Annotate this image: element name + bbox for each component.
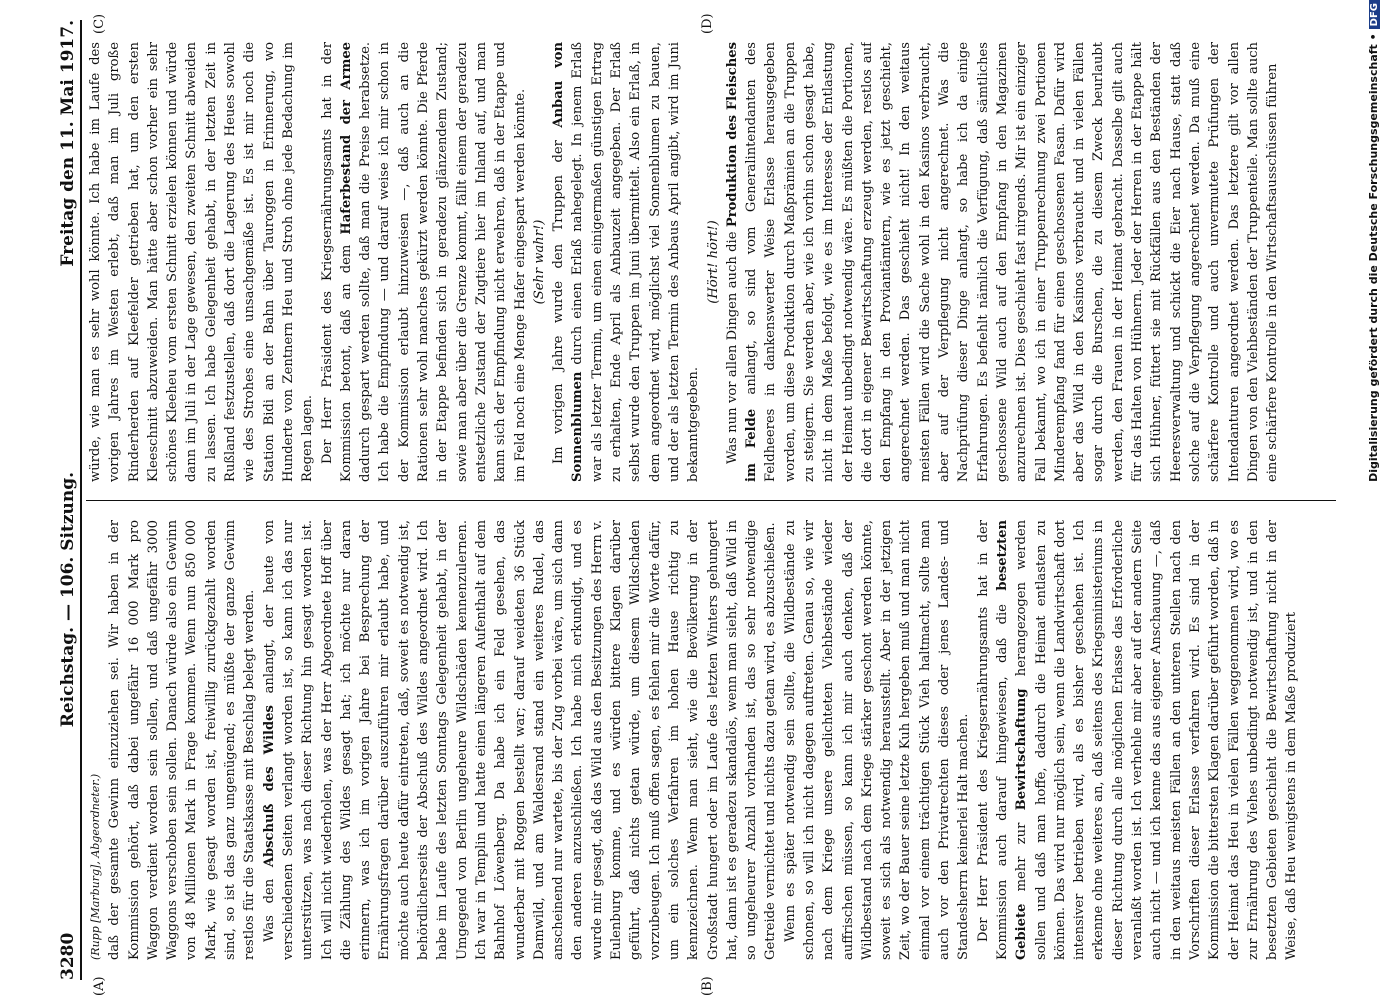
margin-letter-d: (D) (700, 13, 715, 34)
session-date: Freitag den 11. Mai 1917. (58, 20, 78, 267)
paragraph: daß der gesamte Gewinn einzuziehen sei. Wir haben in der Kommission gehört, daß dabei ungefähr 16 000 Mark pro Waggon verdient worden sein sollen, und daß ungefähr 3000 Waggons verschoben sein sollen. Danach würde also ein Gewinn von 48 Millionen Mark in Frage kommen. Wenn nun 850 000 Mark, wie gesagt worden ist, freiwillig zurückgezahlt worden sind, so ist das ganz ungenügend; es müßte der ganze Gewinn restlos für die Staatskasse mit Beschlag belegt werden. (107, 520, 258, 960)
paragraph: Wenn es später notwendig sein sollte, die Wildbestände zu schonen, so will ich nicht dagegen auftreten. Genau so, wie wir nach dem Kriege unsere gelichteten Viehbestände wieder auffrischen müssen, so kann ich mir auch denken, daß der Wildbestand nach dem Kriege stärker geschont werden könnte, soweit es sich als notwendig herausstellt. Aber in der jetzigen Zeit, wo der Bauer seine letzte Kuh hergeben muß und man nicht einmal vor einem trächtigen Stück Vieh haltmacht, sollte man auch vor den Privatrechten dieses oder jenes Landes- und Standesherrn keinerlei Halt machen. (782, 520, 972, 960)
dfg-logo: DFG (1369, 0, 1380, 29)
paragraph: Was den Abschuß des Wildes anlangt, der heute von verschiedenen Seiten verlangt worden ist, so kann ich das nur unterstützen, was nach dieser Richtung hin gesagt worden ist. Ich will nicht wiederholen, was der Herr Abgeordnete Hoff über die Zählung des Wildes gesagt hat; ich möchte nur daran erinnern, was ich im vorigen Jahre bei Besprechung der Ernährungsfragen darüber auszuführen mir erlaubt habe, und möchte auch heute dafür eintreten, daß, soweit es notwendig ist, behördlicherseits der Abschuß des Wildes angeordnet wird. Ich habe im Laufe des letzten Sonntags Gelegenheit gehabt, in der Umgegend von Berlin ungeheure Wildschäden kennenzulernen. Ich war in Templin und hatte einen längeren Aufenthalt auf dem Bahnhof Löwenberg. Da habe ich ein Feld gesehen, das wunderbar mit Roggen bestellt war; darauf weideten 36 Stück Damwild, und am Waldesrand stand ein weiteres Rudel, das anscheinend nur wartete, bis der Zug vorbei wäre, um sich dann den anderen anzuschließen. Ich habe mich erkundigt, und es wurde mir gesagt, daß das Wild aus den Besitzungen des Herrn v. Eulenburg komme, und es würden bittere Klagen darüber geführt, daß nichts getan würde, um diesem Wildschaden vorzubeugen. Ich muß offen sagen, es fehlen mir die Worte dafür, um ein solches Verfahren im hohen Hause richtig zu kennzeichnen. Wenn man sieht, wie die Bevölkerung in der Großstadt hungert oder im Laufe des letzten Winters gehungert hat, dann ist es geradezu skandalös, wenn man sieht, daß Wild in so ungeheurer Anzahl vorhanden ist, das so sehr notwendige Getreide vernichtet und nichts dazu getan wird, es abzuschießen. (261, 520, 779, 960)
right-column (86, 42, 1336, 482)
speaker-line: (Rupp [Marburg], Abgeordneter.) (89, 773, 102, 960)
session-title: Reichstag. — 106. Sitzung. (58, 471, 78, 728)
paragraph: würde, wie man es sehr wohl könnte. Ich habe im Laufe des vorigen Jahres im Westen erlebt, daß man im Juli große Rinderherden auf Kleefelder getrieben hat, um den ersten Kleeschnitt abzuweiden. Man hätte aber schon vorher ein sehr schönes Kleeheu vom ersten Schnitt erzielen können und würde dann im Juli in der Lage gewesen, den zweiten Schnitt abweiden zu lassen. Ich habe Gelegenheit gehabt, in der letzten Zeit in Rußland festzustellen, daß dort die Lagerung des Heues sowohl wie des Strohes eine unsachgemäße ist. Es ist mir noch die Station Bidi an der Bahn über Tauroggen in Erinnerung, wo Hunderte von Zentnern Heu und Stroh ohne jede Bedachung im Regen lagen. (88, 42, 316, 482)
margin-letter-b: (B) (700, 976, 715, 996)
interjection: (Hört! hört!) (705, 220, 721, 304)
margin-letter-c: (C) (92, 13, 107, 34)
margin-letter-a: (A) (92, 976, 107, 996)
page-header (44, 20, 78, 980)
paragraph: Was nun vor allen Dingen auch die Produktion des Fleisches im Felde anlangt, so sind vom Generalintendanten des Feldheeres in dankenswerter Weise Erlasse herausgegeben worden, um diese Produktion durch Maßprämien an die Truppen zu steigern. Sie werden aber, wie ich vorhin schon gesagt habe, nicht in dem Maße befolgt, wie es im Interesse der Entlastung der Heimat unbedingt notwendig wäre. Es müßten die Portionen, die dort in eigener Bewirtschaftung erzeugt werden, restlos auf den Empfang in den Proviantämtern, wie es jetzt geschieht, angerechnet werden. Das geschieht nicht! In den weitaus meisten Fällen wird die Sache wohl in den Kasinos verbraucht, aber auf der Verpflegung nicht angerechnet. Was die Nachprüfung dieser Dinge anlangt, so habe ich da einige Erfahrungen. Es befiehlt nämlich die Verfügung, daß sämtliches geschossene Wild auch auf den Empfang in den Magazinen anzurechnen ist. Dies geschieht fast nirgends. Mir ist ein einziger Fall bekannt, wo ich in einer Truppenrechnung zwei Portionen Minderempfang fand für einen geschossenen Fasan. Dafür wird aber das Wild in den Kasinos verbraucht und in vielen Fällen sogar durch die Burschen, die zu diesem Zweck beurlaubt werden, den Frauen in der Heimat gebracht. Dasselbe gilt auch für das Halten von Hühnern. Jeder der Herren in der Etappe hält sich Hühner, füttert sie mit Rückfällen aus den Beständen der Heeresverwaltung und schickt die Eier nach Hause, statt daß solche auf die Verpflegung angerechnet werden. Da muß eine schärfere Kontrolle und auch unvermutete Prüfungen der Intendanturen angeordnet werden. Das letztere gilt vor allen Dingen von den Viehbeständen der Truppenteile. Man sollte auch eine schärfere Kontrolle in den Wirtschaftsausschüssen führen (724, 42, 1281, 482)
interjection: (Sehr wahr!) (531, 219, 547, 305)
page-number: 3280 (58, 932, 78, 980)
column-divider (86, 500, 1336, 501)
header-rule (80, 20, 82, 980)
credit-text: Digitalisierung gefördert durch die Deutsche Forschungsgemeinschaft • (1367, 33, 1380, 482)
paragraph: Der Herr Präsident des Kriegsernährungsamts hat in der Kommission auch darauf hingewiesen, daß die besetzten Gebiete mehr zur Bewirtschaftung herangezogen werden sollen und daß man hoffe, dadurch die Heimat entlasten zu können. Das wird nur möglich sein, wenn die Landwirtschaft dort intensiver betrieben wird, als es bisher geschehen ist. Ich erkenne ohne weiteres an, daß seitens des Kriegsministeriums in dieser Richtung durch alle möglichen Erlasse das Erforderliche veranlaßt worden ist. Ich verhehle mir aber auf der andern Seite auch nicht — und ich kenne das aus eigener Anschauung —, daß in den weitaus meisten Fällen an den unteren Stellen nach den Vorschriften dieser Erlasse verfahren wird. Es sind in der Kommission die bittersten Klagen darüber geführt worden, daß in der Heimat das Heu in vielen Fällen weggenommen wird, wo es zur Ernährung des Viehes unbedingt notwendig ist, und in den besetzten Gebieten geschieht die Bewirtschaftung nicht in der Weise, daß Heu wenigstens in dem Maße produziert (975, 520, 1300, 960)
paragraph: Der Herr Präsident des Kriegsernährungsamts hat in der Kommission betont, daß an dem Haferbestand der Armee dadurch gespart werden sollte, daß man die Preise herabsetze. Ich habe die Empfindung — und darauf weise ich mir schon in der Kommission erlaubt hinzuweisen —, daß auch an die Rationen sehr wohl manches gekürzt werden könnte. Die Pferde in der Etappe befinden sich in geradezu glänzendem Zustand; sowie man aber über die Grenze kommt, fällt einem der geradezu entsetzliche Zustand der Zugtiere hier im Inland auf, und man kann sich der Empfindung nicht erwehren, daß in der Etappe und im Feld noch eine Menge Hafer eingespart werden könnte. (319, 42, 528, 482)
digitization-credit (1367, 0, 1383, 1000)
paragraph: Im vorigen Jahre wurde den Truppen der Anbau von Sonnenblumen durch einen Erlaß nahegelegt. In jenem Erlaß war als letzter Termin, um einen einigermaßen günstigen Ertrag zu erhalten, Ende April als Anbauzeit angegeben. Der Erlaß selbst wurde den Truppen im Juni übermittelt. Also ein Erlaß, in dem angeordnet wird, möglichst viel Sonnenblumen zu bauen, und der als letzten Termin des Anbaus April angibt, wird im Juni bekanntgegeben. (551, 42, 702, 482)
left-column (86, 520, 1336, 960)
